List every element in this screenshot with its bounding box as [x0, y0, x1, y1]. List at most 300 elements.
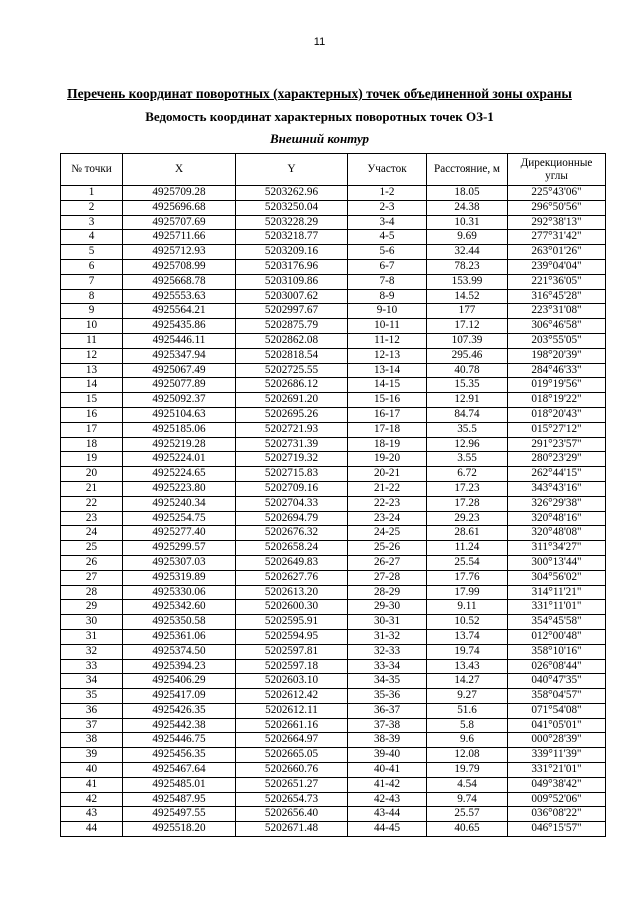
cell-bearing: 015°27'12"	[508, 422, 606, 437]
cell-x: 4925330.06	[123, 585, 236, 600]
cell-x: 4925394.23	[123, 659, 236, 674]
cell-bearing: 009°52'06"	[508, 792, 606, 807]
cell-segment: 11-12	[348, 333, 427, 348]
table-body	[61, 186, 606, 837]
cell-segment: 31-32	[348, 629, 427, 644]
cell-x: 4925442.38	[123, 718, 236, 733]
cell-bearing: 262°44'15"	[508, 467, 606, 482]
table-row	[61, 644, 606, 659]
cell-x: 4925092.37	[123, 393, 236, 408]
cell-y: 5203228.29	[236, 215, 348, 230]
cell-x: 4925224.01	[123, 452, 236, 467]
header-bearing: Дирекционные углы	[508, 154, 606, 186]
cell-segment: 19-20	[348, 452, 427, 467]
table-row	[61, 615, 606, 630]
cell-y: 5202627.76	[236, 570, 348, 585]
cell-x: 4925426.35	[123, 703, 236, 718]
cell-y: 5202661.16	[236, 718, 348, 733]
table-row	[61, 200, 606, 215]
cell-segment: 43-44	[348, 807, 427, 822]
cell-y: 5202671.48	[236, 822, 348, 837]
cell-bearing: 198°20'39"	[508, 348, 606, 363]
cell-bearing: 221°36'05"	[508, 274, 606, 289]
cell-segment: 26-27	[348, 555, 427, 570]
cell-point-number: 38	[61, 733, 123, 748]
table-row	[61, 245, 606, 260]
cell-point-number: 43	[61, 807, 123, 822]
cell-x: 4925185.06	[123, 422, 236, 437]
cell-y: 5202651.27	[236, 777, 348, 792]
cell-distance: 9.74	[427, 792, 508, 807]
cell-x: 4925319.89	[123, 570, 236, 585]
table-row	[61, 452, 606, 467]
table-row	[61, 333, 606, 348]
cell-bearing: 304°56'02"	[508, 570, 606, 585]
cell-distance: 25.57	[427, 807, 508, 822]
cell-y: 5202715.83	[236, 467, 348, 482]
table-row	[61, 363, 606, 378]
cell-segment: 13-14	[348, 363, 427, 378]
table-row	[61, 541, 606, 556]
cell-y: 5203007.62	[236, 289, 348, 304]
cell-point-number: 12	[61, 348, 123, 363]
cell-y: 5202721.93	[236, 422, 348, 437]
cell-distance: 84.74	[427, 407, 508, 422]
cell-point-number: 30	[61, 615, 123, 630]
cell-y: 5202686.12	[236, 378, 348, 393]
cell-segment: 25-26	[348, 541, 427, 556]
cell-distance: 25.54	[427, 555, 508, 570]
cell-distance: 10.52	[427, 615, 508, 630]
cell-distance: 12.96	[427, 437, 508, 452]
table-row	[61, 230, 606, 245]
cell-y: 5202676.32	[236, 526, 348, 541]
cell-point-number: 29	[61, 600, 123, 615]
cell-y: 5202595.91	[236, 615, 348, 630]
cell-x: 4925709.28	[123, 186, 236, 201]
cell-distance: 78.23	[427, 259, 508, 274]
cell-bearing: 026°08'44"	[508, 659, 606, 674]
cell-x: 4925374.50	[123, 644, 236, 659]
cell-point-number: 6	[61, 259, 123, 274]
table-row	[61, 274, 606, 289]
cell-segment: 20-21	[348, 467, 427, 482]
cell-point-number: 26	[61, 555, 123, 570]
cell-x: 4925446.11	[123, 333, 236, 348]
cell-x: 4925240.34	[123, 496, 236, 511]
cell-y: 5202603.10	[236, 674, 348, 689]
cell-bearing: 343°43'16"	[508, 481, 606, 496]
cell-y: 5202612.42	[236, 689, 348, 704]
cell-distance: 3.55	[427, 452, 508, 467]
cell-segment: 8-9	[348, 289, 427, 304]
cell-x: 4925518.20	[123, 822, 236, 837]
table-header	[61, 154, 606, 186]
cell-x: 4925299.57	[123, 541, 236, 556]
cell-y: 5202862.08	[236, 333, 348, 348]
cell-bearing: 331°11'01"	[508, 600, 606, 615]
cell-y: 5202665.05	[236, 748, 348, 763]
table-row	[61, 763, 606, 778]
cell-segment: 30-31	[348, 615, 427, 630]
cell-segment: 7-8	[348, 274, 427, 289]
cell-distance: 107.39	[427, 333, 508, 348]
cell-y: 5202656.40	[236, 807, 348, 822]
cell-segment: 4-5	[348, 230, 427, 245]
cell-bearing: 292°38'13"	[508, 215, 606, 230]
cell-bearing: 314°11'21"	[508, 585, 606, 600]
cell-point-number: 37	[61, 718, 123, 733]
cell-segment: 12-13	[348, 348, 427, 363]
cell-y: 5202709.16	[236, 481, 348, 496]
table-row	[61, 659, 606, 674]
cell-segment: 2-3	[348, 200, 427, 215]
cell-bearing: 354°45'58"	[508, 615, 606, 630]
cell-x: 4925219.28	[123, 437, 236, 452]
cell-y: 5202600.30	[236, 600, 348, 615]
cell-bearing: 320°48'08"	[508, 526, 606, 541]
cell-distance: 6.72	[427, 467, 508, 482]
cell-segment: 38-39	[348, 733, 427, 748]
section-heading: Внешний контур	[269, 131, 370, 146]
cell-distance: 14.27	[427, 674, 508, 689]
cell-segment: 41-42	[348, 777, 427, 792]
cell-distance: 295.46	[427, 348, 508, 363]
cell-x: 4925446.75	[123, 733, 236, 748]
cell-bearing: 041°05'01"	[508, 718, 606, 733]
cell-x: 4925485.01	[123, 777, 236, 792]
cell-x: 4925254.75	[123, 511, 236, 526]
table-row	[61, 378, 606, 393]
cell-bearing: 284°46'33"	[508, 363, 606, 378]
table-row	[61, 467, 606, 482]
cell-point-number: 21	[61, 481, 123, 496]
table-row	[61, 733, 606, 748]
coordinates-table	[60, 153, 606, 837]
cell-segment: 39-40	[348, 748, 427, 763]
cell-x: 4925564.21	[123, 304, 236, 319]
cell-distance: 15.35	[427, 378, 508, 393]
cell-segment: 6-7	[348, 259, 427, 274]
cell-distance: 17.28	[427, 496, 508, 511]
cell-segment: 35-36	[348, 689, 427, 704]
cell-segment: 29-30	[348, 600, 427, 615]
cell-bearing: 018°20'43"	[508, 407, 606, 422]
cell-y: 5202731.39	[236, 437, 348, 452]
cell-distance: 40.65	[427, 822, 508, 837]
table-row	[61, 748, 606, 763]
cell-distance: 4.54	[427, 777, 508, 792]
cell-x: 4925347.94	[123, 348, 236, 363]
cell-point-number: 11	[61, 333, 123, 348]
cell-y: 5202612.11	[236, 703, 348, 718]
table-row	[61, 348, 606, 363]
cell-bearing: 331°21'01"	[508, 763, 606, 778]
cell-bearing: 326°29'38"	[508, 496, 606, 511]
cell-point-number: 8	[61, 289, 123, 304]
cell-x: 4925435.86	[123, 319, 236, 334]
header-segment: Участок	[348, 154, 427, 186]
cell-distance: 9.6	[427, 733, 508, 748]
table-row	[61, 689, 606, 704]
cell-segment: 18-19	[348, 437, 427, 452]
table-row	[61, 304, 606, 319]
cell-x: 4925467.64	[123, 763, 236, 778]
cell-distance: 153.99	[427, 274, 508, 289]
cell-y: 5202695.26	[236, 407, 348, 422]
cell-distance: 13.74	[427, 629, 508, 644]
cell-y: 5203218.77	[236, 230, 348, 245]
cell-y: 5202691.20	[236, 393, 348, 408]
cell-bearing: 018°19'22"	[508, 393, 606, 408]
cell-bearing: 339°11'39"	[508, 748, 606, 763]
cell-segment: 40-41	[348, 763, 427, 778]
cell-bearing: 358°10'16"	[508, 644, 606, 659]
cell-y: 5202649.83	[236, 555, 348, 570]
cell-point-number: 42	[61, 792, 123, 807]
cell-point-number: 16	[61, 407, 123, 422]
cell-distance: 40.78	[427, 363, 508, 378]
cell-x: 4925708.99	[123, 259, 236, 274]
cell-x: 4925277.40	[123, 526, 236, 541]
document-subtitle: Ведомость координат характерных поворотных точек ОЗ-1	[145, 109, 494, 124]
cell-distance: 29.23	[427, 511, 508, 526]
cell-distance: 10.31	[427, 215, 508, 230]
cell-point-number: 5	[61, 245, 123, 260]
cell-y: 5202597.18	[236, 659, 348, 674]
cell-distance: 12.91	[427, 393, 508, 408]
cell-point-number: 36	[61, 703, 123, 718]
cell-point-number: 40	[61, 763, 123, 778]
cell-point-number: 28	[61, 585, 123, 600]
table-row	[61, 585, 606, 600]
cell-y: 5202660.76	[236, 763, 348, 778]
page-number: 11	[313, 36, 326, 48]
cell-bearing: 049°38'42"	[508, 777, 606, 792]
cell-distance: 9.69	[427, 230, 508, 245]
cell-x: 4925696.68	[123, 200, 236, 215]
table-row	[61, 703, 606, 718]
cell-segment: 24-25	[348, 526, 427, 541]
table-row	[61, 289, 606, 304]
cell-segment: 3-4	[348, 215, 427, 230]
cell-point-number: 14	[61, 378, 123, 393]
cell-x: 4925456.35	[123, 748, 236, 763]
cell-distance: 14.52	[427, 289, 508, 304]
cell-bearing: 277°31'42"	[508, 230, 606, 245]
table-row	[61, 822, 606, 837]
cell-x: 4925711.66	[123, 230, 236, 245]
cell-point-number: 33	[61, 659, 123, 674]
cell-y: 5202658.24	[236, 541, 348, 556]
cell-x: 4925067.49	[123, 363, 236, 378]
cell-segment: 22-23	[348, 496, 427, 511]
cell-x: 4925707.69	[123, 215, 236, 230]
cell-y: 5203109.86	[236, 274, 348, 289]
cell-distance: 13.43	[427, 659, 508, 674]
cell-segment: 16-17	[348, 407, 427, 422]
cell-bearing: 223°31'08"	[508, 304, 606, 319]
cell-distance: 32.44	[427, 245, 508, 260]
cell-y: 5202997.67	[236, 304, 348, 319]
cell-x: 4925497.55	[123, 807, 236, 822]
cell-bearing: 311°34'27"	[508, 541, 606, 556]
cell-y: 5202613.20	[236, 585, 348, 600]
cell-point-number: 13	[61, 363, 123, 378]
cell-segment: 23-24	[348, 511, 427, 526]
cell-x: 4925361.06	[123, 629, 236, 644]
cell-distance: 19.74	[427, 644, 508, 659]
cell-x: 4925307.03	[123, 555, 236, 570]
cell-distance: 5.8	[427, 718, 508, 733]
cell-point-number: 20	[61, 467, 123, 482]
cell-bearing: 040°47'35"	[508, 674, 606, 689]
table-row	[61, 422, 606, 437]
cell-segment: 14-15	[348, 378, 427, 393]
cell-y: 5202664.97	[236, 733, 348, 748]
table-row	[61, 526, 606, 541]
cell-distance: 9.11	[427, 600, 508, 615]
cell-bearing: 291°23'57"	[508, 437, 606, 452]
cell-bearing: 296°50'56"	[508, 200, 606, 215]
cell-bearing: 316°45'28"	[508, 289, 606, 304]
header-y: Y	[236, 154, 348, 186]
cell-point-number: 10	[61, 319, 123, 334]
cell-bearing: 012°00'48"	[508, 629, 606, 644]
table-row	[61, 437, 606, 452]
cell-segment: 27-28	[348, 570, 427, 585]
cell-segment: 28-29	[348, 585, 427, 600]
cell-y: 5202597.81	[236, 644, 348, 659]
cell-distance: 28.61	[427, 526, 508, 541]
cell-segment: 33-34	[348, 659, 427, 674]
cell-point-number: 4	[61, 230, 123, 245]
cell-x: 4925712.93	[123, 245, 236, 260]
cell-distance: 11.24	[427, 541, 508, 556]
cell-y: 5202719.32	[236, 452, 348, 467]
cell-segment: 5-6	[348, 245, 427, 260]
cell-y: 5203250.04	[236, 200, 348, 215]
header-distance: Расстояние, м	[427, 154, 508, 186]
cell-distance: 17.12	[427, 319, 508, 334]
cell-distance: 51.6	[427, 703, 508, 718]
cell-distance: 12.08	[427, 748, 508, 763]
cell-point-number: 19	[61, 452, 123, 467]
cell-bearing: 036°08'22"	[508, 807, 606, 822]
cell-bearing: 046°15'57"	[508, 822, 606, 837]
table-row	[61, 674, 606, 689]
cell-point-number: 9	[61, 304, 123, 319]
cell-y: 5202594.95	[236, 629, 348, 644]
cell-segment: 42-43	[348, 792, 427, 807]
cell-segment: 21-22	[348, 481, 427, 496]
cell-bearing: 358°04'57"	[508, 689, 606, 704]
table-row	[61, 629, 606, 644]
table-row	[61, 511, 606, 526]
cell-segment: 10-11	[348, 319, 427, 334]
table-row	[61, 496, 606, 511]
table-header-row	[61, 154, 606, 186]
cell-point-number: 23	[61, 511, 123, 526]
cell-y: 5203262.96	[236, 186, 348, 201]
cell-y: 5202725.55	[236, 363, 348, 378]
cell-point-number: 18	[61, 437, 123, 452]
table-row	[61, 570, 606, 585]
table-row	[61, 319, 606, 334]
cell-point-number: 24	[61, 526, 123, 541]
cell-x: 4925342.60	[123, 600, 236, 615]
cell-bearing: 019°19'56"	[508, 378, 606, 393]
cell-point-number: 7	[61, 274, 123, 289]
cell-point-number: 41	[61, 777, 123, 792]
cell-bearing: 263°01'26"	[508, 245, 606, 260]
table-row	[61, 407, 606, 422]
cell-point-number: 35	[61, 689, 123, 704]
cell-distance: 35.5	[427, 422, 508, 437]
cell-distance: 17.99	[427, 585, 508, 600]
cell-point-number: 34	[61, 674, 123, 689]
cell-x: 4925406.29	[123, 674, 236, 689]
cell-point-number: 3	[61, 215, 123, 230]
cell-segment: 36-37	[348, 703, 427, 718]
cell-x: 4925668.78	[123, 274, 236, 289]
cell-distance: 177	[427, 304, 508, 319]
cell-point-number: 15	[61, 393, 123, 408]
cell-y: 5202704.33	[236, 496, 348, 511]
table-row	[61, 600, 606, 615]
cell-point-number: 22	[61, 496, 123, 511]
table-row	[61, 393, 606, 408]
header-point-number: № точки	[61, 154, 123, 186]
cell-bearing: 000°28'39"	[508, 733, 606, 748]
cell-point-number: 25	[61, 541, 123, 556]
cell-bearing: 306°46'58"	[508, 319, 606, 334]
cell-x: 4925487.95	[123, 792, 236, 807]
cell-distance: 18.05	[427, 186, 508, 201]
cell-y: 5202875.79	[236, 319, 348, 334]
cell-bearing: 280°23'29"	[508, 452, 606, 467]
header-x: X	[123, 154, 236, 186]
cell-segment: 44-45	[348, 822, 427, 837]
cell-y: 5203209.16	[236, 245, 348, 260]
cell-point-number: 27	[61, 570, 123, 585]
cell-point-number: 1	[61, 186, 123, 201]
cell-distance: 17.23	[427, 481, 508, 496]
cell-distance: 17.76	[427, 570, 508, 585]
cell-x: 4925104.63	[123, 407, 236, 422]
cell-y: 5202818.54	[236, 348, 348, 363]
cell-x: 4925350.58	[123, 615, 236, 630]
cell-point-number: 2	[61, 200, 123, 215]
cell-point-number: 39	[61, 748, 123, 763]
cell-segment: 15-16	[348, 393, 427, 408]
cell-distance: 24.38	[427, 200, 508, 215]
cell-point-number: 44	[61, 822, 123, 837]
table-row	[61, 792, 606, 807]
table-row	[61, 481, 606, 496]
cell-segment: 37-38	[348, 718, 427, 733]
cell-bearing: 071°54'08"	[508, 703, 606, 718]
cell-x: 4925417.09	[123, 689, 236, 704]
cell-segment: 17-18	[348, 422, 427, 437]
cell-x: 4925553.63	[123, 289, 236, 304]
cell-y: 5202654.73	[236, 792, 348, 807]
cell-segment: 34-35	[348, 674, 427, 689]
table-row	[61, 215, 606, 230]
cell-distance: 19.79	[427, 763, 508, 778]
table-row	[61, 555, 606, 570]
cell-bearing: 203°55'05"	[508, 333, 606, 348]
